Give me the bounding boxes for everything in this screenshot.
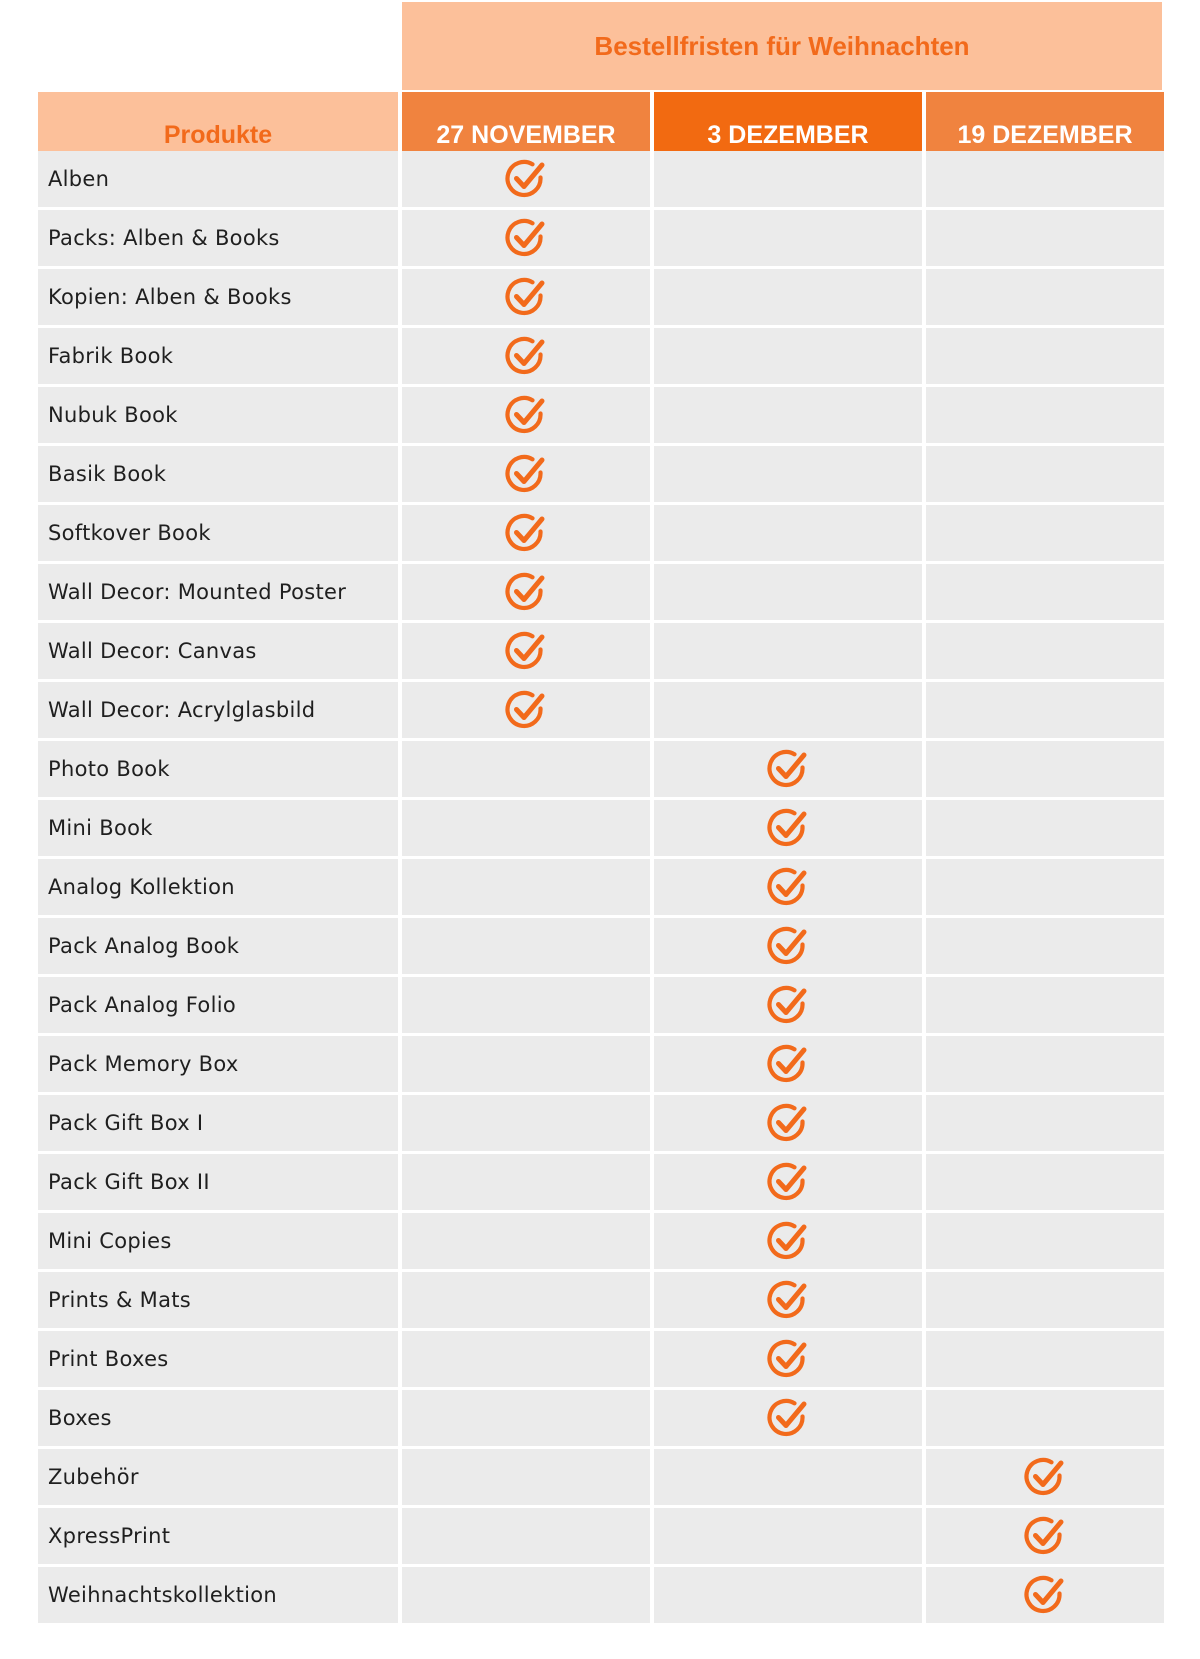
deadline-cell	[402, 328, 650, 384]
deadline-cell	[402, 1567, 650, 1623]
deadline-cell	[402, 1508, 650, 1564]
deadline-cell	[654, 1272, 922, 1328]
check-circle-icon	[503, 333, 549, 379]
product-name: Alben	[38, 151, 398, 207]
deadline-cell	[402, 1036, 650, 1092]
product-name: Wall Decor: Acrylglasbild	[38, 682, 398, 738]
check-circle-icon	[503, 215, 549, 261]
product-name: Mini Copies	[38, 1213, 398, 1269]
deadline-cell	[926, 623, 1164, 679]
deadline-cell	[402, 1449, 650, 1505]
check-circle-icon	[503, 687, 549, 733]
check-circle-icon	[765, 864, 811, 910]
product-name: Weihnachtskollektion	[38, 1567, 398, 1623]
deadline-cell	[926, 505, 1164, 561]
check-circle-icon	[503, 274, 549, 320]
product-name: Wall Decor: Mounted Poster	[38, 564, 398, 620]
deadline-cell	[926, 1095, 1164, 1151]
product-name: XpressPrint	[38, 1508, 398, 1564]
deadline-cell	[654, 1095, 922, 1151]
column-header-products: Produkte	[38, 92, 398, 178]
deadline-cell	[926, 151, 1164, 207]
deadline-cell	[654, 1508, 922, 1564]
column-header-27-november: 27 NOVEMBER	[402, 92, 650, 178]
product-name: Pack Memory Box	[38, 1036, 398, 1092]
deadline-cell	[654, 800, 922, 856]
deadline-cell	[402, 210, 650, 266]
product-name: Packs: Alben & Books	[38, 210, 398, 266]
deadline-cell	[654, 623, 922, 679]
check-circle-icon	[503, 156, 549, 202]
deadline-cell	[926, 1213, 1164, 1269]
deadline-cell	[402, 151, 650, 207]
deadline-cell	[926, 564, 1164, 620]
check-circle-icon	[765, 982, 811, 1028]
deadline-cell	[926, 1154, 1164, 1210]
deadline-cell	[402, 682, 650, 738]
table-title: Bestellfristen für Weihnachten	[402, 2, 1162, 90]
deadline-cell	[402, 977, 650, 1033]
deadline-cell	[654, 1449, 922, 1505]
check-circle-icon	[765, 1218, 811, 1264]
deadline-cell	[926, 977, 1164, 1033]
product-name: Kopien: Alben & Books	[38, 269, 398, 325]
column-header-19-dezember: 19 DEZEMBER	[926, 92, 1164, 178]
deadline-cell	[654, 859, 922, 915]
deadline-cell	[402, 918, 650, 974]
deadline-cell	[654, 682, 922, 738]
deadline-cell	[402, 741, 650, 797]
check-circle-icon	[765, 1277, 811, 1323]
product-name: Photo Book	[38, 741, 398, 797]
deadline-cell	[402, 1331, 650, 1387]
column-header-3-dezember: 3 DEZEMBER	[654, 92, 922, 178]
deadline-cell	[402, 564, 650, 620]
deadline-cell	[654, 918, 922, 974]
deadline-cell	[926, 446, 1164, 502]
deadline-cell	[654, 446, 922, 502]
deadline-cell	[654, 151, 922, 207]
check-circle-icon	[503, 569, 549, 615]
deadline-cell	[402, 623, 650, 679]
check-circle-icon	[503, 451, 549, 497]
product-name: Pack Analog Book	[38, 918, 398, 974]
check-circle-icon	[765, 805, 811, 851]
check-circle-icon	[1022, 1572, 1068, 1618]
product-name: Boxes	[38, 1390, 398, 1446]
deadline-cell	[654, 210, 922, 266]
deadline-cell	[654, 387, 922, 443]
product-name: Prints & Mats	[38, 1272, 398, 1328]
deadline-cell	[926, 1508, 1164, 1564]
deadline-cell	[402, 800, 650, 856]
product-name: Wall Decor: Canvas	[38, 623, 398, 679]
deadline-cell	[926, 1272, 1164, 1328]
deadline-cell	[402, 1390, 650, 1446]
check-circle-icon	[503, 392, 549, 438]
deadline-cell	[926, 210, 1164, 266]
deadline-cell	[654, 1036, 922, 1092]
product-name: Mini Book	[38, 800, 398, 856]
deadline-cell	[654, 1331, 922, 1387]
deadline-cell	[926, 387, 1164, 443]
deadline-cell	[926, 1449, 1164, 1505]
check-circle-icon	[765, 923, 811, 969]
deadline-table	[38, 92, 1164, 1623]
product-name: Pack Gift Box I	[38, 1095, 398, 1151]
check-circle-icon	[765, 1100, 811, 1146]
product-name: Print Boxes	[38, 1331, 398, 1387]
deadline-cell	[926, 1331, 1164, 1387]
deadline-cell	[654, 1154, 922, 1210]
deadline-cell	[654, 269, 922, 325]
deadline-cell	[926, 682, 1164, 738]
deadline-cell	[926, 741, 1164, 797]
deadline-cell	[926, 800, 1164, 856]
product-name: Analog Kollektion	[38, 859, 398, 915]
deadline-cell	[926, 1390, 1164, 1446]
check-circle-icon	[1022, 1454, 1068, 1500]
check-circle-icon	[765, 1159, 811, 1205]
deadline-cell	[654, 1390, 922, 1446]
product-name: Basik Book	[38, 446, 398, 502]
deadline-cell	[926, 269, 1164, 325]
deadline-cell	[402, 505, 650, 561]
check-circle-icon	[765, 1395, 811, 1441]
deadline-cell	[926, 859, 1164, 915]
check-circle-icon	[765, 746, 811, 792]
deadline-cell	[402, 1095, 650, 1151]
deadline-cell	[402, 859, 650, 915]
check-circle-icon	[765, 1336, 811, 1382]
deadline-cell	[654, 741, 922, 797]
deadline-cell	[926, 918, 1164, 974]
deadline-cell	[926, 328, 1164, 384]
deadline-cell	[402, 1272, 650, 1328]
deadline-cell	[654, 1567, 922, 1623]
deadline-cell	[402, 387, 650, 443]
check-circle-icon	[503, 628, 549, 674]
deadline-cell	[654, 1213, 922, 1269]
deadline-cell	[654, 564, 922, 620]
deadline-cell	[402, 1213, 650, 1269]
deadline-cell	[402, 1154, 650, 1210]
check-circle-icon	[765, 1041, 811, 1087]
product-name: Pack Gift Box II	[38, 1154, 398, 1210]
deadline-cell	[654, 328, 922, 384]
product-name: Nubuk Book	[38, 387, 398, 443]
product-name: Zubehör	[38, 1449, 398, 1505]
deadline-cell	[402, 269, 650, 325]
product-name: Pack Analog Folio	[38, 977, 398, 1033]
deadline-cell	[402, 446, 650, 502]
check-circle-icon	[1022, 1513, 1068, 1559]
product-name: Softkover Book	[38, 505, 398, 561]
deadline-cell	[926, 1567, 1164, 1623]
deadline-cell	[654, 505, 922, 561]
deadline-cell	[926, 1036, 1164, 1092]
product-name: Fabrik Book	[38, 328, 398, 384]
deadline-cell	[654, 977, 922, 1033]
check-circle-icon	[503, 510, 549, 556]
